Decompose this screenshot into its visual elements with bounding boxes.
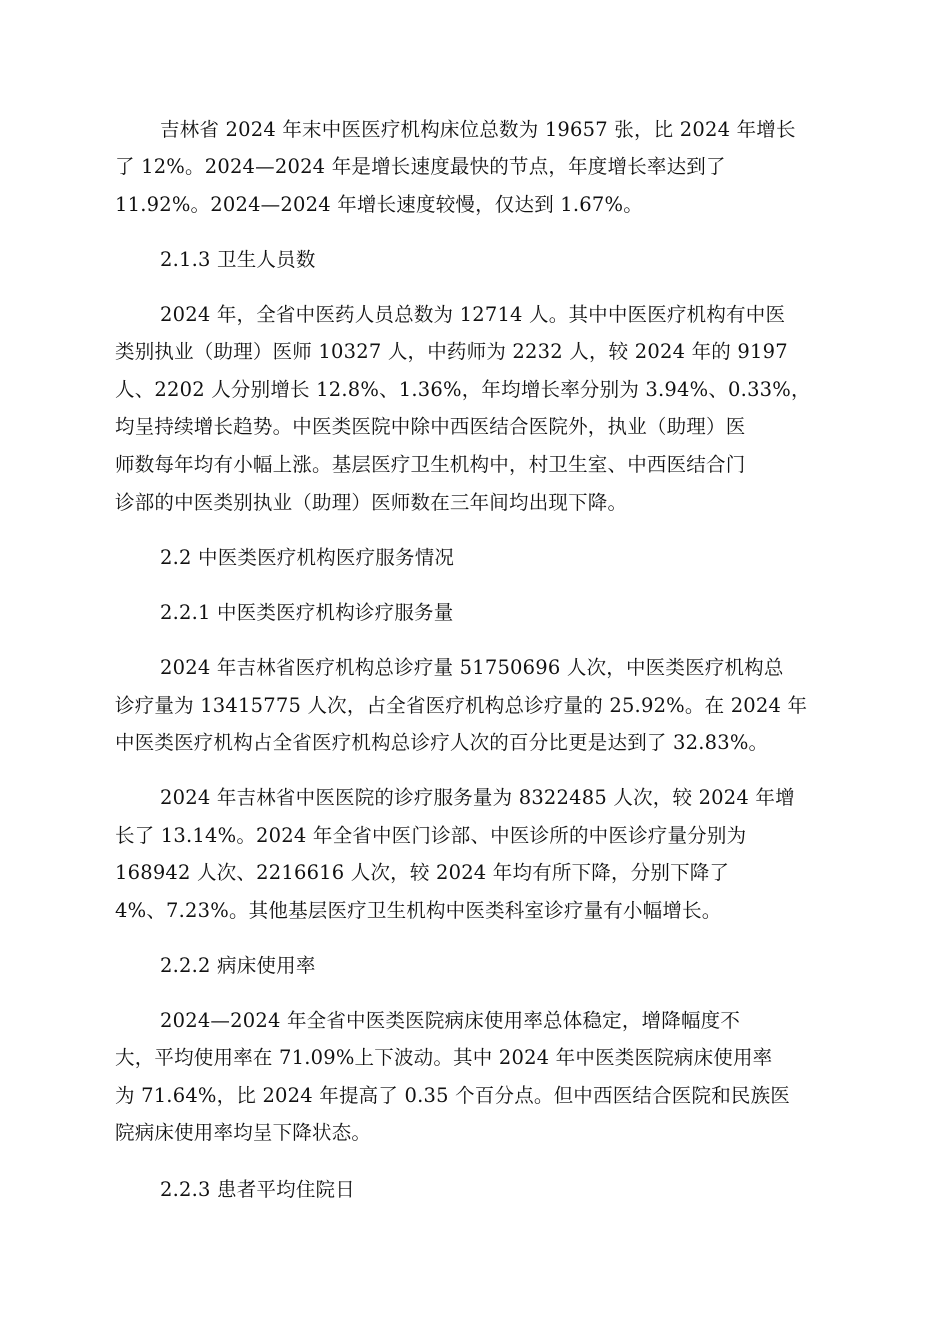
paragraph-line: 长了 13.14%。2024 年全省中医门诊部、中医诊所的中医诊疗量分别为 [115, 824, 747, 847]
paragraph-line: 2024 年吉林省医疗机构总诊疗量 51750696 人次，中医类医疗机构总 [160, 656, 784, 679]
paragraph-line: 4%、7.23%。其他基层医疗卫生机构中医类科室诊疗量有小幅增长。 [115, 899, 722, 922]
paragraph-line: 2024—2024 年全省中医类医院病床使用率总体稳定，增降幅度不 [160, 1009, 741, 1032]
section-heading: 2.2.3 患者平均住院日 [160, 1178, 355, 1201]
paragraph-line: 诊疗量为 13415775 人次，占全省医疗机构总诊疗量的 25.92%。在 2024 年 [115, 694, 808, 717]
paragraph-line: 均呈持续增长趋势。中医类医院中除中西医结合医院外，执业（助理）医 [115, 415, 746, 438]
paragraph-line: 诊部的中医类别执业（助理）医师数在三年间均出现下降。 [115, 491, 628, 514]
paragraph-line: 师数每年均有小幅上涨。基层医疗卫生机构中，村卫生室、中西医结合门 [115, 453, 746, 476]
paragraph-line: 168942 人次、2216616 人次，较 2024 年均有所下降，分别下降了 [115, 861, 730, 884]
paragraph-line: 中医类医疗机构占全省医疗机构总诊疗人次的百分比更是达到了 32.83%。 [115, 731, 769, 754]
section-heading: 2.2.2 病床使用率 [160, 954, 316, 977]
paragraph-line: 11.92%。2024—2024 年增长速度较慢，仅达到 1.67%。 [115, 193, 643, 216]
section-heading: 2.2.1 中医类医疗机构诊疗服务量 [160, 601, 454, 624]
paragraph-line: 了 12%。2024—2024 年是增长速度最快的节点，年度增长率达到了 [115, 155, 726, 178]
paragraph-line: 院病床使用率均呈下降状态。 [115, 1121, 372, 1144]
paragraph-line: 为 71.64%，比 2024 年提高了 0.35 个百分点。但中西医结合医院和民族医 [115, 1084, 790, 1107]
section-heading: 2.1.3 卫生人员数 [160, 248, 316, 271]
paragraph-line: 人、2202 人分别增长 12.8%、1.36%，年均增长率分别为 3.94%、0.33%， [115, 378, 811, 401]
paragraph-line: 2024 年，全省中医药人员总数为 12714 人。其中中医医疗机构有中医 [160, 303, 786, 326]
paragraph-line: 类别执业（助理）医师 10327 人，中药师为 2232 人，较 2024 年的 9197 [115, 340, 788, 363]
section-heading: 2.2 中医类医疗机构医疗服务情况 [160, 546, 455, 569]
paragraph-line: 大，平均使用率在 71.09%上下波动。其中 2024 年中医类医院病床使用率 [115, 1046, 773, 1069]
paragraph-line: 吉林省 2024 年末中医医疗机构床位总数为 19657 张，比 2024 年增长 [160, 118, 796, 141]
paragraph-line: 2024 年吉林省中医医院的诊疗服务量为 8322485 人次，较 2024 年增 [160, 786, 795, 809]
